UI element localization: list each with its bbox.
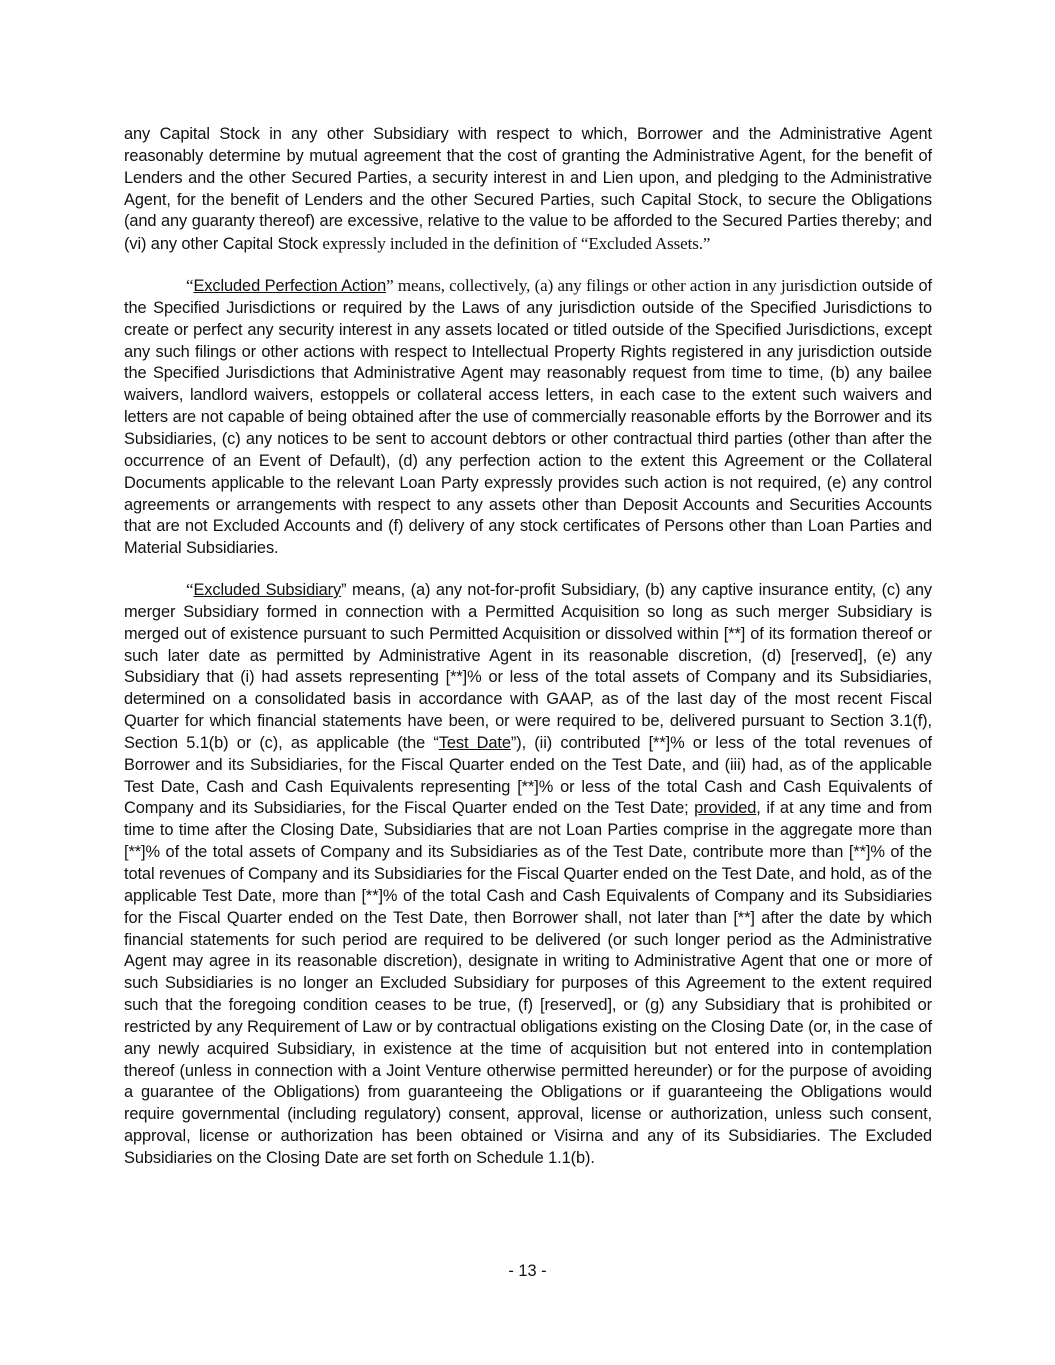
paragraph-text-serif: expressly included in the definition of “Excluded Assets.” bbox=[322, 234, 711, 254]
defined-term-excluded-subsidiary: Excluded Subsidiary bbox=[193, 581, 342, 600]
document-page bbox=[124, 124, 932, 1170]
open-quote: “ bbox=[186, 580, 194, 600]
paragraph-text: any Capital Stock in any other Subsidiary with respect to which, Borrower and the Administrative Agent reasonably determine by mutual agreement that the cost of granting the Administrative Agent, for the benefit of Lenders and the other Secured Parties, a security interest in and Lien upon, and pledging to the Administrative Agent, for the benefit of Lenders and the other Secured Parties, such Capital Stock, to secure the Obligations (and any guaranty thereof) are excessive, relative to the value to be afforded to the Secured Parties thereby; and (vi) any other Capital Stock bbox=[124, 125, 932, 254]
definition-lead: ” means, collectively, (a) any filings or other action in any jurisdiction bbox=[386, 276, 858, 296]
term-provided: provided bbox=[694, 799, 757, 818]
paragraph-excluded-assets-continued bbox=[124, 124, 932, 256]
page-number: - 13 - bbox=[508, 1262, 547, 1280]
definition-text-c: , if at any time and from time to time after the Closing Date, Subsidiaries that are not Loan Parties comprise in the aggregate more than [**]% of the total assets of Company and its Subsidiaries as of the Test Date, contribute more than [**]% of the total revenues of Company and its Subsidiaries for the Fiscal Quarter ended on the Test Date, and hold, as of the applicable Test Date, more than [**]% of the total Cash and Cash Equivalents of Company and its Subsidiaries for the Fiscal Quarter ended on the Test Date, then Borrower shall, not later than [**] after the date by which financial statements for such period are required to be delivered (or such longer period as the Administrative Agent may agree in its reasonable discretion), designate in writing to Administrative Agent that one or more of such Subsidiaries is no longer an Excluded Subsidiary for purposes of this Agreement to the extent required such that the foregoing condition ceases to be true, (f) [reserved], or (g) any Subsidiary that is prohibited or restricted by any Requirement of Law or by contractual obligations existing on the Closing Date (or, in the case of any newly acquired Subsidiary, in existence at the time of acquisition but not entered into in contemplation thereof (unless in connection with a Joint Venture otherwise permitted hereunder) or for the purpose of avoiding a guarantee of the Obligations) from guaranteeing the Obligations or if guaranteeing the Obligations would require governmental (including regulatory) consent, approval, license or authorization, unless such consent, approval, license or authorization has been obtained or Visirna and any of its Subsidiaries. The Excluded Subsidiaries on the Closing Date are set forth on Schedule 1.1(b). bbox=[124, 799, 932, 1167]
definition-body: outside of the Specified Jurisdictions or required by the Laws of any jurisdiction outside of the Specified Jurisdictions to create or perfect any security interest in any assets located or titled outside of the Specified Jurisdictions, except any such filings or other actions with respect to Intellectual Property Rights registered in any jurisdiction outside the Specified Jurisdictions that Administrative Agent may reasonably request from time to time, (b) any bailee waivers, landlord waivers, estoppels or collateral access letters, in each case to the extent such waivers and letters are not capable of being obtained after the use of commercially reasonable efforts by the Borrower and its Subsidiaries, (c) any notices to be sent to account debtors or other contractual third parties (other than after the occurrence of an Event of Default), (d) any perfection action to the extent this Agreement or the Collateral Documents applicable to the relevant Loan Party expressly provides such action is not required, (e) any control agreements or arrangements with respect to any assets other than Deposit Accounts and Securities Accounts that are not Excluded Accounts and (f) delivery of any stock certificates of Persons other than Loan Parties and Material Subsidiaries. bbox=[124, 277, 933, 558]
definition-text-a: ” means, (a) any not-for-profit Subsidiary, (b) any captive insurance entity, (c) any merger Subsidiary formed in connection with a Permitted Acquisition so long as such merger Subsidiary is merged out of existence pursuant to such Permitted Acquisition or dissolved within [**] of its formation thereof or such later date as permitted by Administrative Agent in its reasonable discretion, (d) [reserved], (e) any Subsidiary that (i) had assets representing [**]% or less of the total assets of Company and its Subsidiaries, determined on a consolidated basis in accordance with GAAP, as of the last day of the most recent Fiscal Quarter for which financial statements have been, or were required to be, delivered pursuant to Section 3.1(f), Section 5.1(b) or (c), as applicable (the “ bbox=[124, 581, 932, 752]
paragraph-excluded-subsidiary bbox=[124, 579, 932, 1170]
open-quote: “ bbox=[186, 276, 194, 296]
defined-term-excluded-perfection-action: Excluded Perfection Action bbox=[193, 277, 387, 296]
paragraph-excluded-perfection-action bbox=[124, 275, 932, 560]
definition-text-b: ”), (ii) contributed [**]% or less of the total revenues of Borrower and its Subsidiaries, for the Fiscal Quarter ended on the Test Date, and (iii) had, as of the applicable Test Date, Cash and Cash Equivalents representing [**]% or less of the total Cash and Cash Equivalents of Company and its Subsidiaries, for the Fiscal Quarter ended on the Test Date; bbox=[124, 733, 932, 818]
defined-term-test-date: Test Date bbox=[438, 733, 511, 752]
